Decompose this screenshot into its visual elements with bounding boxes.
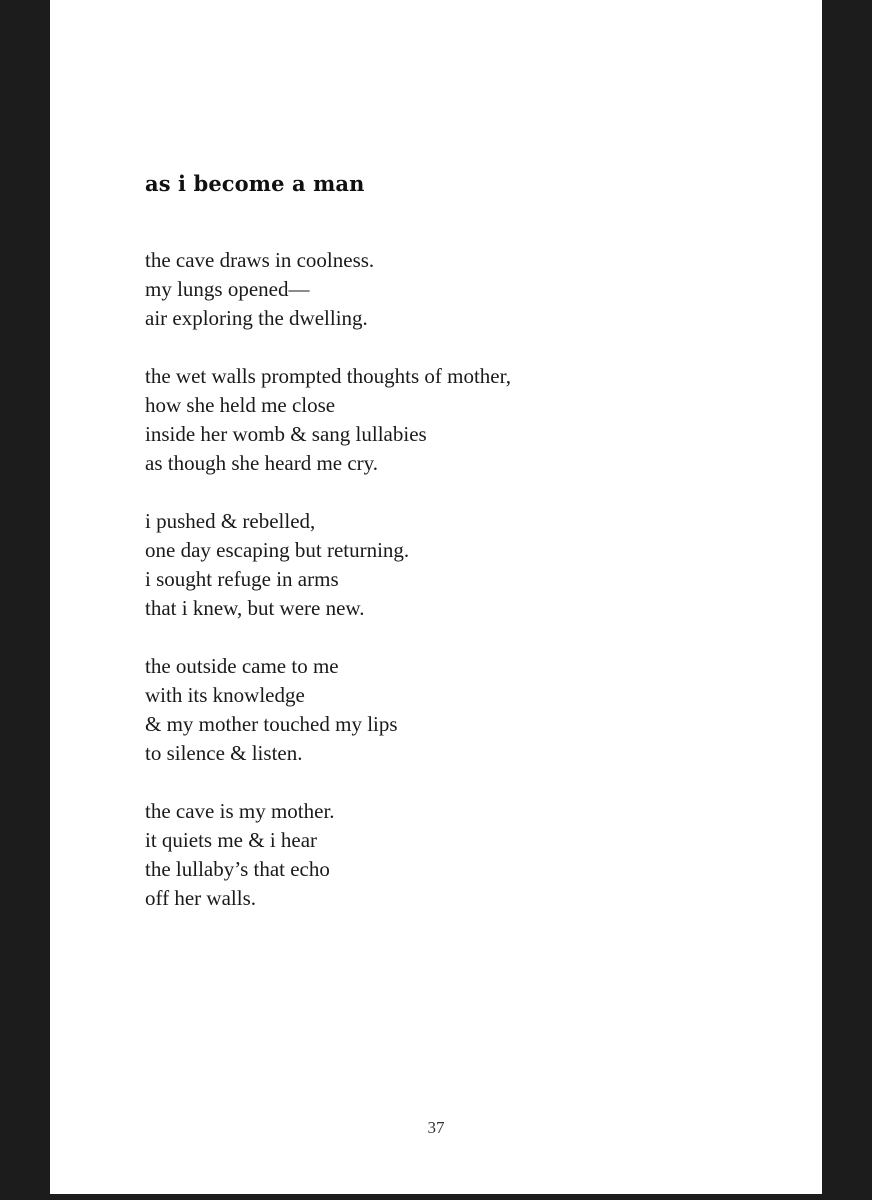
poem-line: i pushed & rebelled, bbox=[145, 509, 316, 533]
stanza-2 bbox=[145, 362, 745, 478]
poem-line: that i knew, but were new. bbox=[145, 596, 365, 620]
poem-line: to silence & listen. bbox=[145, 741, 303, 765]
stanza-4 bbox=[145, 652, 745, 768]
poem-line: how she held me close bbox=[145, 393, 336, 417]
page-number: 37 bbox=[427, 1118, 445, 1137]
poem-line: with its knowledge bbox=[145, 683, 305, 707]
poem-line: as though she heard me cry. bbox=[145, 451, 379, 475]
poem-line: the cave draws in coolness. bbox=[145, 248, 375, 272]
poem-line: the outside came to me bbox=[145, 654, 339, 678]
poem-line: off her walls. bbox=[145, 886, 256, 910]
poem-body bbox=[145, 246, 745, 942]
stanza-3 bbox=[145, 507, 745, 623]
poem-line: air exploring the dwelling. bbox=[145, 306, 368, 330]
poem-line: i sought refuge in arms bbox=[145, 567, 339, 591]
poem-line: the cave is my mother. bbox=[145, 799, 335, 823]
poem-line: the wet walls prompted thoughts of mother, bbox=[145, 364, 512, 388]
stanza-1 bbox=[145, 246, 745, 333]
poem-line: one day escaping but returning. bbox=[145, 538, 410, 562]
poem-line: & my mother touched my lips bbox=[145, 712, 398, 736]
poem-line: my lungs opened— bbox=[145, 277, 310, 301]
stanza-5 bbox=[145, 797, 745, 913]
poem-line: inside her womb & sang lullabies bbox=[145, 422, 427, 446]
poem-line: the lullaby’s that echo bbox=[145, 857, 330, 881]
document-page bbox=[50, 0, 822, 1194]
poem-line: it quiets me & i hear bbox=[145, 828, 318, 852]
poem-title: as i become a man bbox=[145, 171, 365, 196]
